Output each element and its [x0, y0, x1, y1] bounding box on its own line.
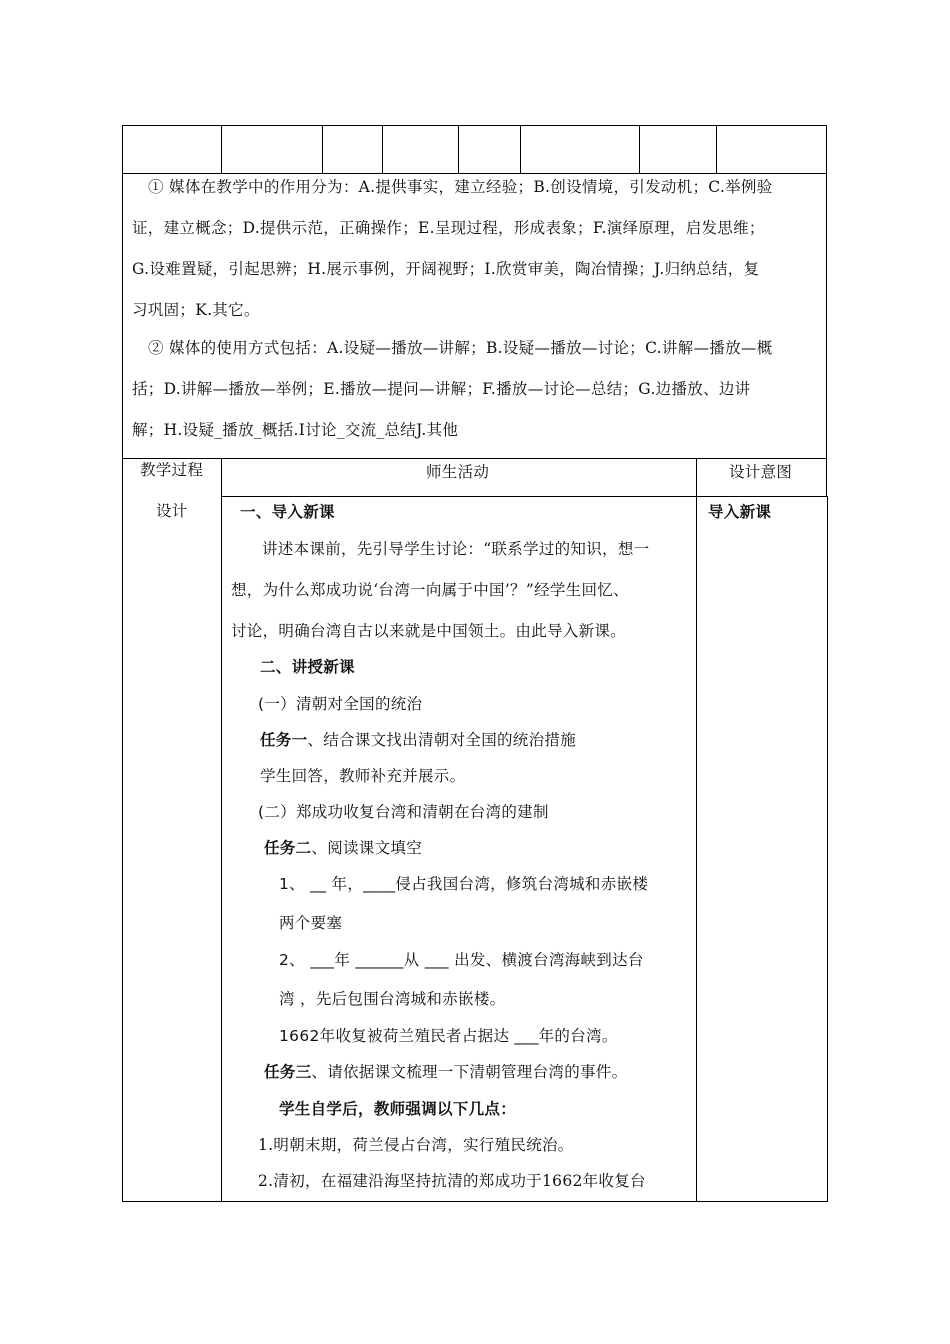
task-1	[260, 730, 576, 750]
intro-paragraph-line-1: 讲述本课前，先引导学生讨论：“联系学过的知识，想一	[262, 540, 650, 558]
table-border-header-bottom	[221, 496, 827, 497]
media-note-2-line-1: ② 媒体的使用方式包括：A.设疑—播放—讲解；B.设疑—播放—讨论；C.讲解—播放—概	[148, 339, 773, 357]
media-note-1-line-4: 习巩固；K.其它。	[132, 301, 260, 319]
section-title-intro: 一、导入新课	[240, 503, 335, 521]
fill-blank-1-line-1: 1、 __ 年，____侵占我国台湾，修筑台湾城和赤嵌楼	[279, 875, 649, 893]
table-border-left-top	[122, 125, 123, 459]
grid-col-divider	[221, 125, 222, 173]
intent-intro: 导入新课	[708, 503, 772, 521]
fill-blank-1-line-2: 两个要塞	[279, 914, 343, 932]
grid-col-divider	[520, 125, 521, 173]
media-note-1-line-1: ① 媒体在教学中的作用分为：A.提供事实，建立经验；B.创设情境，引发动机；C.举例验	[148, 178, 773, 196]
task-3-label: 任务三	[264, 1063, 312, 1081]
table-border-row1-bottom	[122, 173, 827, 174]
task-1-label: 任务一	[260, 731, 308, 749]
grid-col-divider	[639, 125, 640, 173]
grid-col-divider	[716, 125, 717, 173]
col-divider-intent	[696, 458, 697, 1202]
point-1: 1.明朝末期，荷兰侵占台湾，实行殖民统治。	[258, 1136, 574, 1154]
task-3-text: 、请依据课文梳理一下清朝管理台湾的事件。	[311, 1063, 628, 1081]
intro-paragraph-line-2: 想，为什么郑成功说‘台湾一向属于中国’？”经学生回忆、	[231, 581, 629, 599]
grid-col-divider	[458, 125, 459, 173]
media-note-2-line-3: 解；H.设疑_播放_概括.I讨论_交流_总结J.其他	[132, 421, 459, 439]
task-2	[264, 838, 422, 858]
fill-blank-2-line-2: 湾 ，先后包围台湾城和赤嵌楼。	[279, 990, 506, 1008]
task-1-text: 、结合课文找出清朝对全国的统治措施	[307, 731, 577, 749]
label-design: 设计	[156, 502, 188, 520]
fill-blank-2-line-1: 2、 ___年 ______从 ___ 出发、横渡台湾海峡到达台	[279, 951, 644, 969]
table-border-header-top	[122, 458, 827, 459]
task-2-text: 、阅读课文填空	[311, 839, 423, 857]
subsection-qing-rule: (一）清朝对全国的统治	[258, 695, 423, 713]
table-border-right-bottom	[827, 496, 828, 1202]
grid-col-divider	[382, 125, 383, 173]
grid-col-divider	[322, 125, 323, 173]
subsection-zheng-chenggong: (二）郑成功收复台湾和清朝在台湾的建制	[258, 803, 549, 821]
col-divider-label	[221, 458, 222, 1202]
point-2: 2.清初，在福建沿海坚持抗清的郑成功于1662年收复台	[258, 1172, 646, 1190]
fill-blank-3: 1662年收复被荷兰殖民者占据达 ___年的台湾。	[279, 1027, 618, 1045]
table-border-left-bottom	[122, 458, 123, 1202]
media-note-2-line-2: 括；D.讲解—播放—举例；E.播放—提问—讲解；F.播放—讨论—总结；G.边播放、边讲	[132, 380, 751, 398]
self-study-summary: 学生自学后，教师强调以下几点：	[279, 1100, 517, 1118]
table-border-right-top	[826, 125, 827, 497]
task-2-label: 任务二	[264, 839, 312, 857]
media-note-1-line-2: 证，建立概念；D.提供示范，正确操作；E.呈现过程，形成表象；F.演绎原理，启发思维；	[132, 219, 765, 237]
intro-paragraph-line-3: 讨论，明确台湾自古以来就是中国领土。由此导入新课。	[231, 622, 627, 640]
media-note-1-line-3: G.设难置疑，引起思辨；H.展示事例，开阔视野；I.欣赏审美，陶冶情操；J.归纳总结，复	[132, 260, 760, 278]
section-title-new-lesson: 二、讲授新课	[260, 658, 355, 676]
table-border-bottom	[122, 1201, 828, 1202]
header-intent: 设计意图	[729, 463, 793, 481]
table-border-top	[122, 125, 827, 126]
header-activity: 师生活动	[426, 463, 490, 481]
task-3	[264, 1062, 627, 1082]
task-1-answer: 学生回答，教师补充并展示。	[260, 767, 466, 785]
label-teaching-process: 教学过程	[140, 461, 204, 479]
